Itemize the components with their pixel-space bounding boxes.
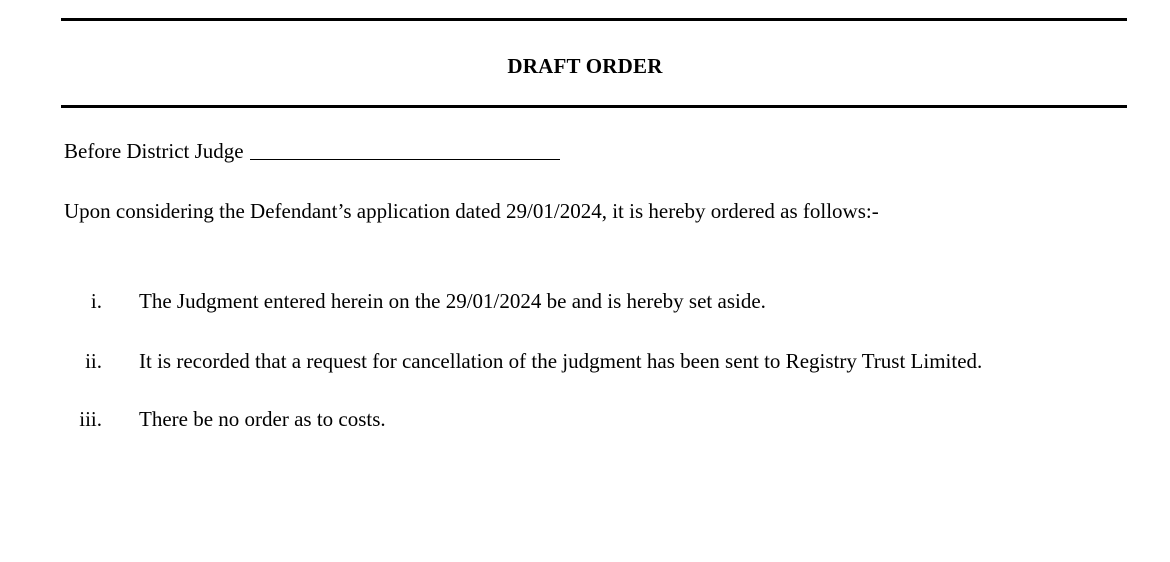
preamble: Upon considering the Defendant’s application dated 29/01/2024, it is hereby ordered as follows:- (64, 199, 879, 223)
top-rule (61, 18, 1127, 21)
bottom-rule (61, 105, 1127, 108)
order-text: It is recorded that a request for cancellation of the judgment has been sent to Registry Trust Limited. (139, 349, 983, 373)
order-numeral: i. (90, 289, 102, 313)
order-numeral: ii. (85, 349, 102, 373)
judge-name-blank (250, 139, 560, 160)
document-title: DRAFT ORDER (507, 54, 663, 78)
order-numeral: iii. (79, 407, 102, 431)
order-text: The Judgment entered herein on the 29/01/2024 be and is hereby set aside. (139, 289, 766, 313)
order-text: There be no order as to costs. (139, 407, 386, 431)
before-judge-label: Before District Judge (64, 139, 244, 163)
judge-line (64, 137, 560, 165)
